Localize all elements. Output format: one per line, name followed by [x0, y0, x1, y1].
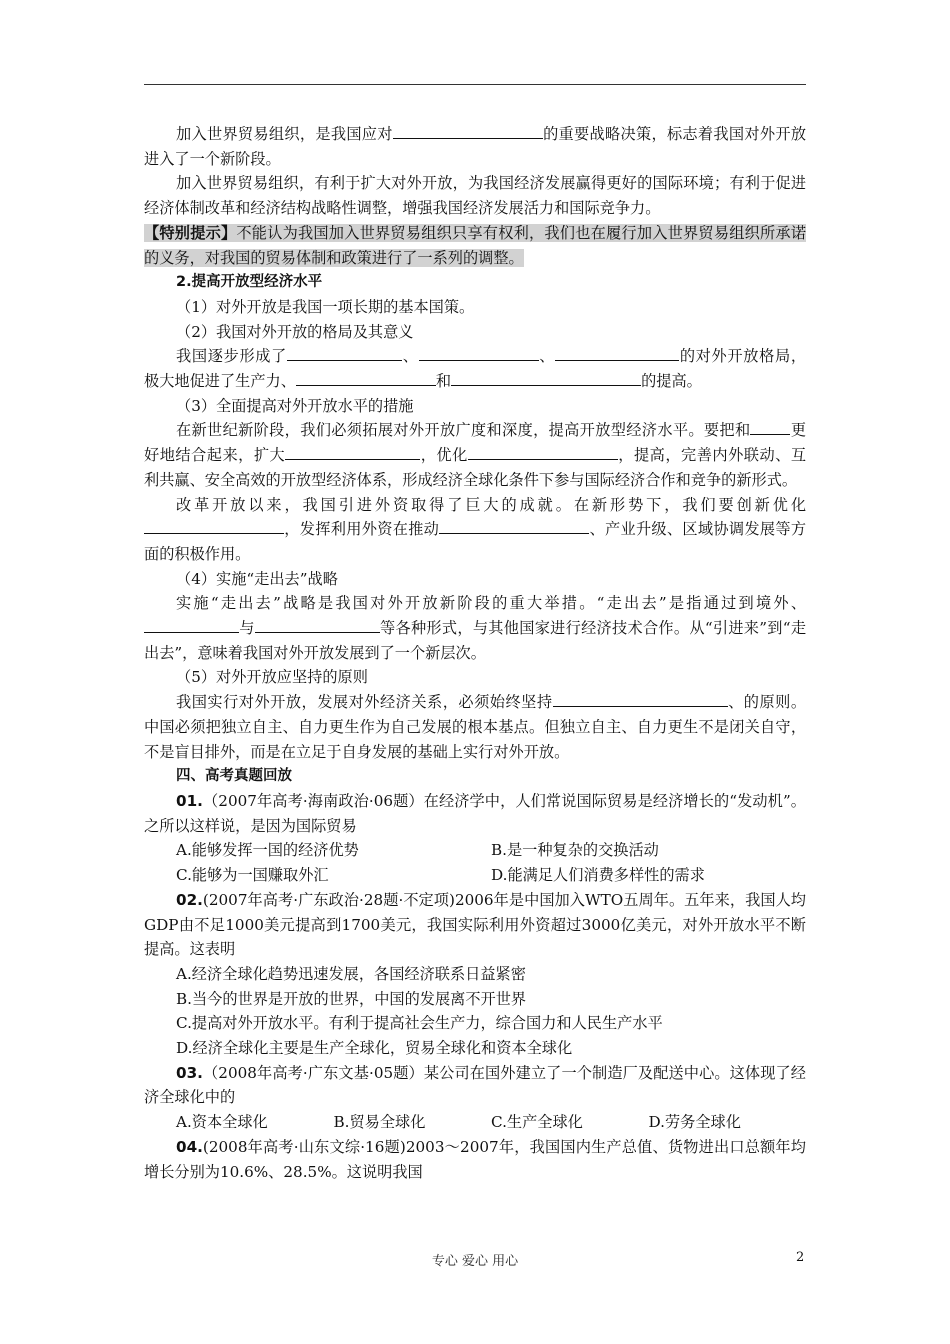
subheading: （1）对外开放是我国一项长期的基本国策。 — [176, 297, 475, 316]
document-body — [144, 122, 806, 1184]
paragraph: 我国逐步形成了 、 、 的对外开放格局，极大地促进了生产力、 和 的提高。 — [144, 347, 807, 391]
option-c[interactable]: C.生产全球化 — [491, 1113, 583, 1132]
fill-blank[interactable] — [285, 444, 420, 460]
fill-blank[interactable] — [419, 345, 539, 361]
options — [144, 1110, 806, 1135]
paragraph: 我国实行对外开放，发展对外经济关系，必须始终坚持 、的原则。中国必须把独立自主、自力更生作为自己发展的根本基点。但独立自主、自力更生不是闭关自守，不是盲目排外，而是在立足于自身发展的基础上实行对外开放。 — [144, 693, 807, 761]
options — [144, 838, 806, 887]
fill-blank[interactable] — [451, 370, 641, 386]
option-a[interactable]: A.资本全球化 — [176, 1113, 268, 1132]
question-01 — [144, 789, 806, 888]
fill-blank[interactable] — [393, 123, 543, 139]
fill-blank[interactable] — [287, 345, 402, 361]
paragraph: 加入世界贸易组织，有利于扩大对外开放，为我国经济发展赢得更好的国际环境；有利于促进经济体制改革和经济结构战略性调整，增强我国经济发展活力和国际竞争力。 — [144, 174, 806, 218]
subheading: （4）实施“走出去”战略 — [176, 569, 338, 588]
question-04 — [144, 1135, 806, 1184]
paragraph: 实施“走出去”战略是我国对外开放新阶段的重大举措。“走出去”是指通过到境外、与 等各种形式，与其他国家进行经济技术合作。从“引进来”到“走出去”，意味着我国对外开放发展到了一个新层次。 — [144, 594, 807, 662]
option-b[interactable]: B.当今的世界是开放的世界，中国的发展离不开世界 — [176, 989, 527, 1008]
paragraph: 在新世纪新阶段，我们必须拓展对外开放广度和深度，提高开放型经济水平。要把和 更好地结合起来，扩大 ，优化 ，提高，完善内外联动、互利共赢、安全高效的开放型经济体系，形成经济全球化条件下参与国际经济合作和竞争的新形式。 — [144, 421, 807, 489]
option-a[interactable]: A.能够发挥一国的经济优势 — [176, 841, 359, 860]
option-c[interactable]: C.能够为一国赚取外汇 — [176, 866, 329, 885]
fill-blank[interactable] — [144, 518, 284, 534]
question-03 — [144, 1061, 806, 1135]
option-b[interactable]: B.贸易全球化 — [333, 1113, 426, 1132]
option-d[interactable]: D.能满足人们消费多样性的需求 — [491, 866, 705, 885]
subheading: （5）对外开放应坚持的原则 — [176, 668, 368, 687]
fill-blank[interactable] — [468, 444, 618, 460]
fill-blank[interactable] — [296, 370, 436, 386]
page-number: 2 — [796, 1250, 805, 1265]
subheading: （2）我国对外开放的格局及其意义 — [176, 322, 414, 341]
fill-blank[interactable] — [439, 518, 589, 534]
fill-blank[interactable] — [750, 419, 790, 435]
special-tip: 【特别提示】不能认为我国加入世界贸易组织只享有权利，我们也在履行加入世界贸易组织所承诺的义务，对我国的贸易体制和政策进行了一系列的调整。 — [144, 223, 807, 267]
paragraph: 改革开放以来，我国引进外资取得了巨大的成就。在新形势下，我们要创新优化，发挥利用外资在推动 、产业升级、区域协调发展等方面的积极作用。 — [144, 495, 807, 563]
question-stem: 02.(2007年高考·广东政治·28题·不定项)2006年是中国加入WTO五周年。五年来，我国人均GDP由不足1000美元提高到1700美元，我国实际利用外资超过3000亿美元，对外开放水平不断提高。这表明 — [144, 890, 806, 959]
question-stem: 04.(2008年高考·山东文综·16题)2003～2007年，我国国内生产总值、货物进出口总额年均增长分别为10.6%、28.5%。这说明我国 — [144, 1137, 806, 1181]
section-heading: 2.提高开放型经济水平 — [176, 274, 323, 291]
fill-blank[interactable] — [255, 617, 380, 633]
paragraph: 加入世界贸易组织，是我国应对 的重要战略决策，标志着我国对外开放进入了一个新阶段。 — [144, 125, 807, 168]
footer-motto: 专心 爱心 用心 — [431, 1254, 519, 1269]
fill-blank[interactable] — [144, 617, 239, 633]
question-stem: 03.（2008年高考·广东文基·05题）某公司在国外建立了一个制造厂及配送中心。这体现了经济全球化中的 — [144, 1063, 806, 1107]
option-b[interactable]: B.是一种复杂的交换活动 — [491, 841, 659, 860]
fill-blank[interactable] — [553, 691, 728, 707]
section-heading: 四、高考真题回放 — [176, 768, 292, 785]
fill-blank[interactable] — [555, 345, 679, 361]
question-02 — [144, 888, 806, 1061]
option-c[interactable]: C.提高对外开放水平。有利于提高社会生产力，综合国力和人民生产水平 — [176, 1014, 663, 1033]
option-d[interactable]: D.经济全球化主要是生产全球化，贸易全球化和资本全球化 — [176, 1039, 573, 1058]
option-d[interactable]: D.劳务全球化 — [648, 1113, 741, 1132]
question-stem: 01.（2007年高考·海南政治·06题）在经济学中，人们常说国际贸易是经济增长的“发动机”。之所以这样说，是因为国际贸易 — [144, 791, 806, 835]
header-rule — [144, 84, 806, 85]
option-a[interactable]: A.经济全球化趋势迅速发展，各国经济联系日益紧密 — [176, 964, 526, 983]
subheading: （3）全面提高对外开放水平的措施 — [176, 396, 414, 415]
